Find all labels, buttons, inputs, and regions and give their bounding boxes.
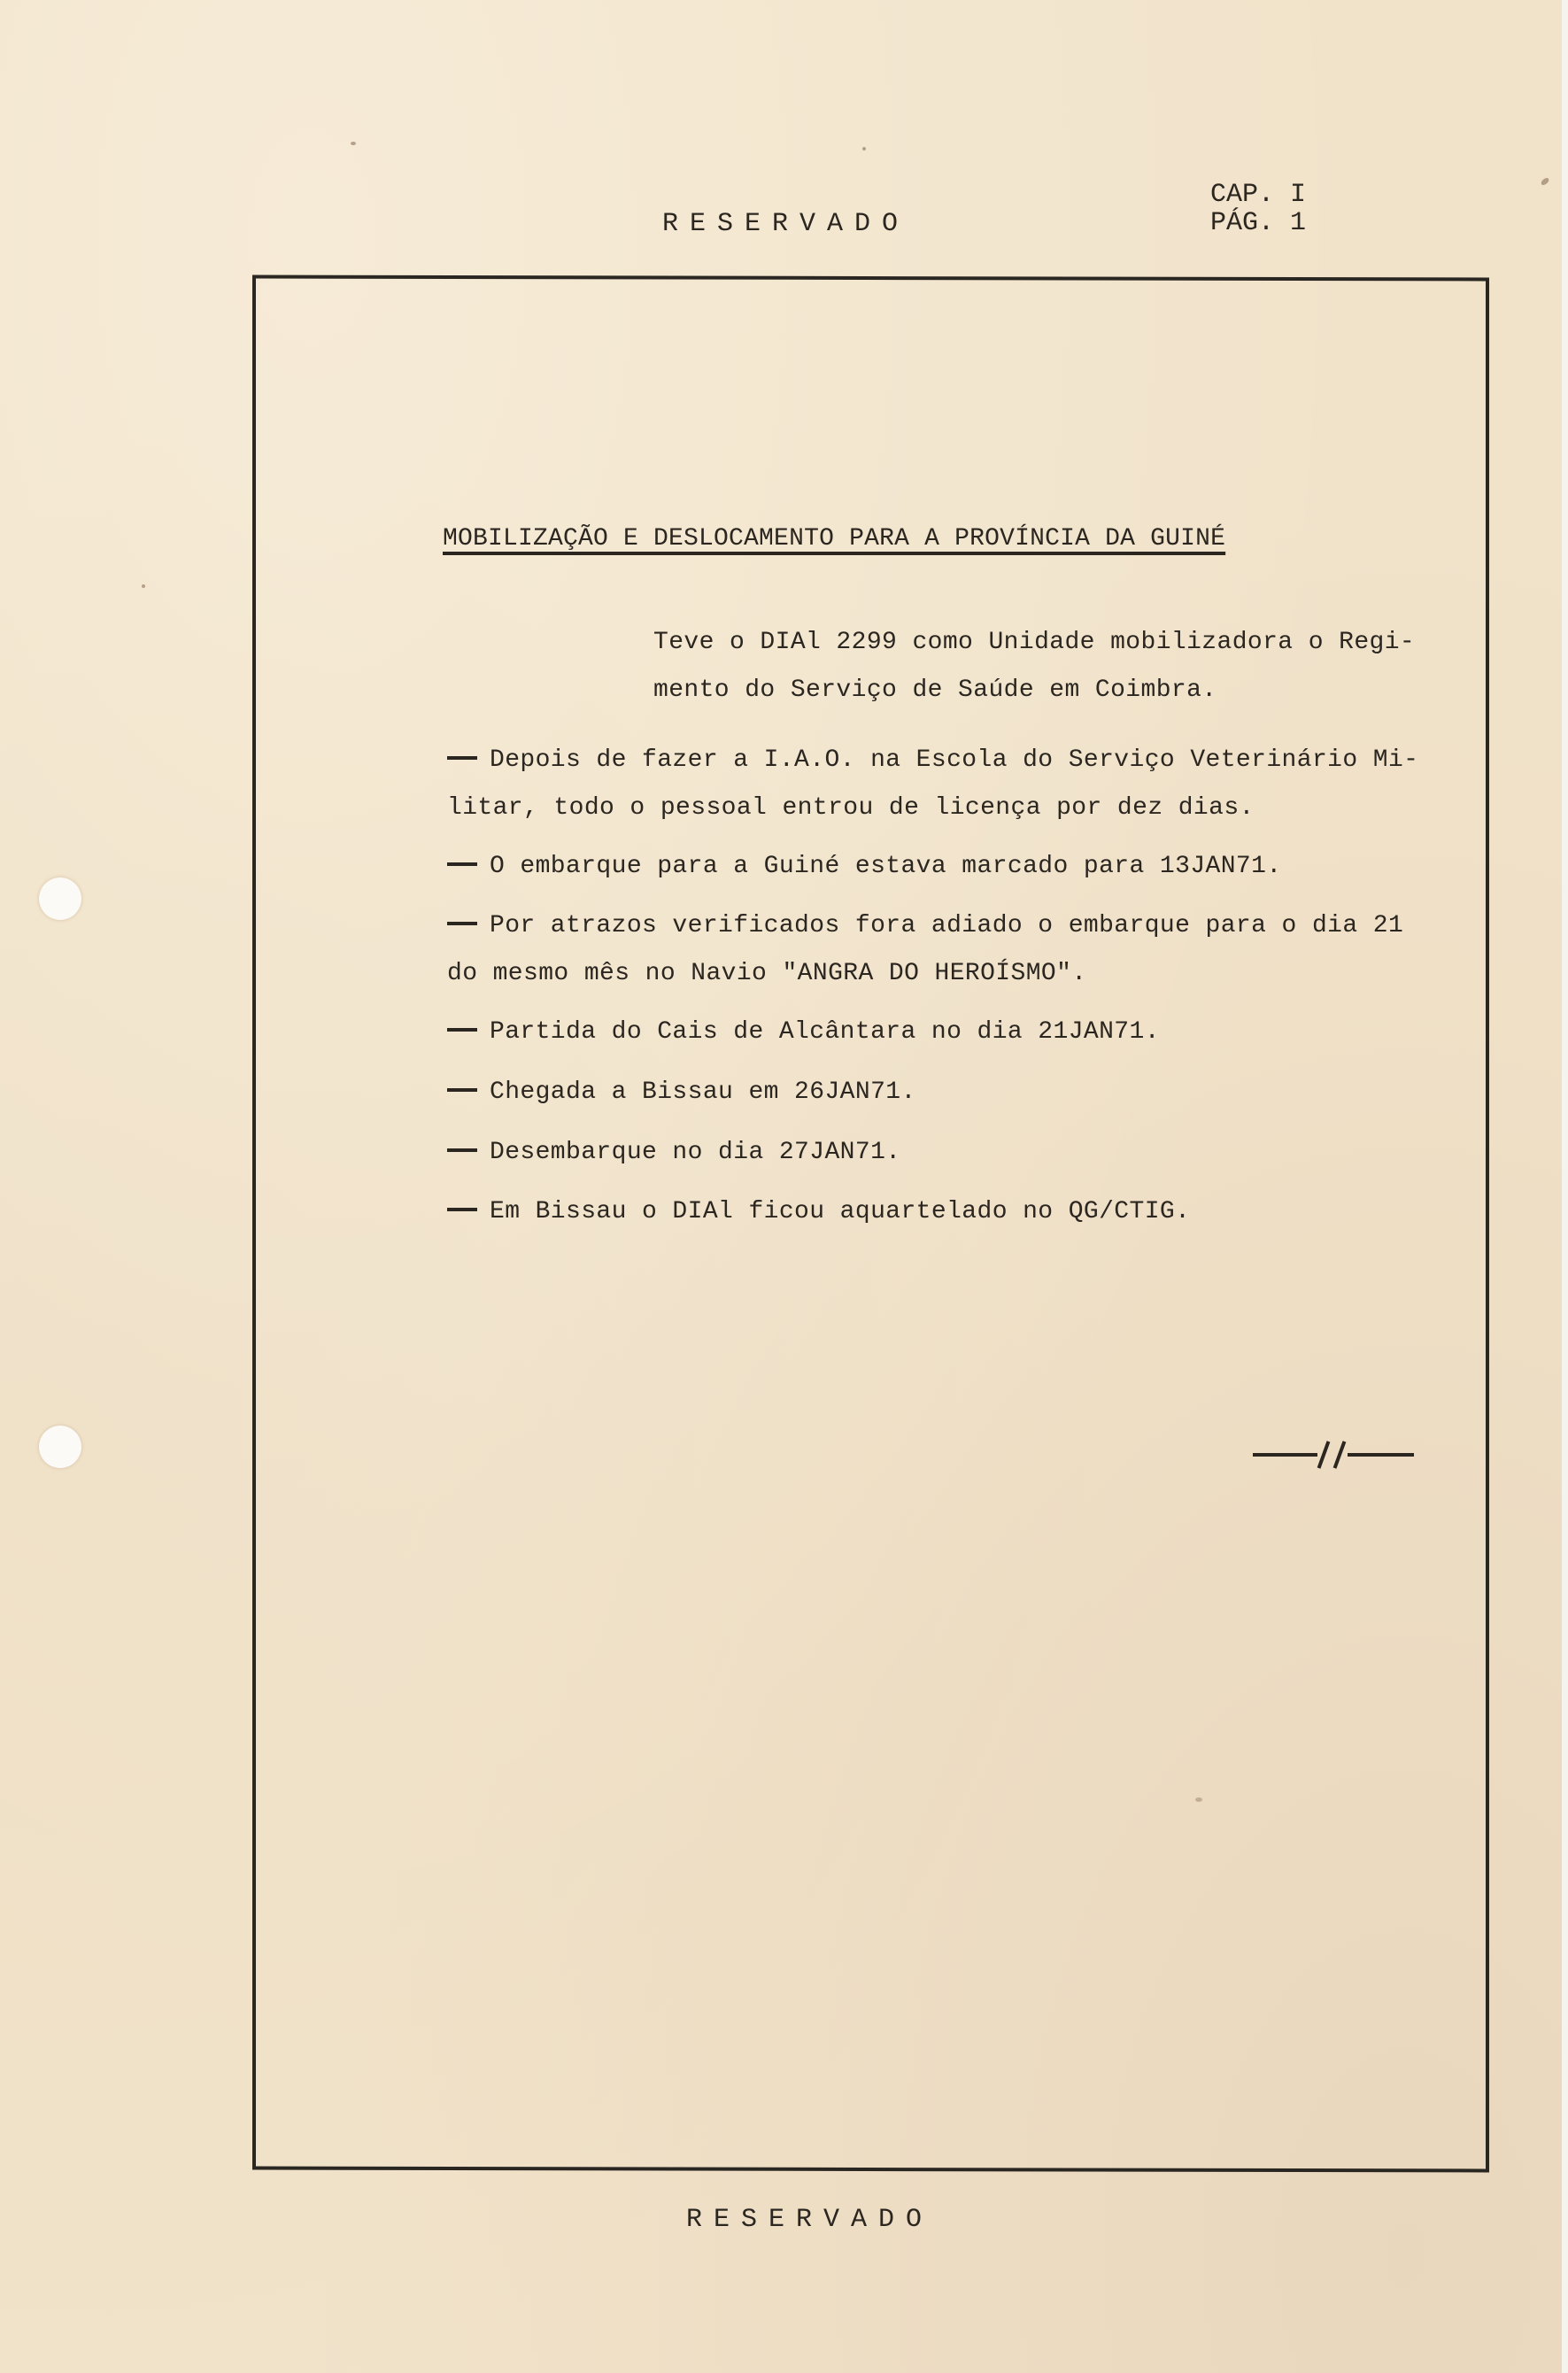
list-item <box>447 853 1282 880</box>
page-reference <box>1210 181 1306 237</box>
footer-classification: RESERVADO <box>686 2205 934 2235</box>
punch-hole-upper <box>39 877 81 920</box>
em-dash-bullet-icon <box>447 1028 477 1032</box>
scan-background-edge <box>1562 0 1568 2373</box>
list-item-continuation: litar, todo o pessoal entrou de licença por dez dias. <box>447 794 1255 822</box>
em-dash-bullet-icon <box>447 922 477 925</box>
list-item <box>447 1198 1190 1225</box>
paper-speck <box>351 142 356 145</box>
end-mark-right-line <box>1348 1453 1414 1457</box>
list-item <box>447 1018 1160 1046</box>
list-item-text: Partida do Cais de Alcântara no dia 21JAN71. <box>490 1018 1160 1046</box>
list-item-text: Em Bissau o DIAl ficou aquartelado no QG/CTIG. <box>490 1198 1191 1225</box>
paper-speck <box>862 147 866 151</box>
header-classification: RESERVADO <box>662 209 910 239</box>
intro-paragraph-line-2: mento do Serviço de Saúde em Coimbra. <box>653 676 1217 704</box>
intro-paragraph-line-1: Teve o DIAl 2299 como Unidade mobilizadora o Regi- <box>653 629 1416 656</box>
list-item-text: Por atrazos verificados fora adiado o embarque para o dia 21 <box>490 912 1404 939</box>
em-dash-bullet-icon <box>447 756 477 760</box>
list-item-text: Depois de fazer a I.A.O. na Escola do Serviço Veterinário Mi- <box>490 746 1419 774</box>
paper-speck <box>142 584 145 588</box>
punch-hole-lower <box>39 1426 81 1468</box>
end-of-section-mark <box>1253 1433 1417 1468</box>
page-number: PÁG. 1 <box>1210 208 1307 238</box>
list-item-text: O embarque para a Guiné estava marcado para 13JAN71. <box>490 853 1282 880</box>
document-title: MOBILIZAÇÃO E DESLOCAMENTO PARA A PROVÍNCIA DA GUINÉ <box>443 525 1226 553</box>
end-mark-left-line <box>1253 1453 1317 1457</box>
list-item <box>447 912 1403 939</box>
list-item-text: Chegada a Bissau em 26JAN71. <box>490 1078 916 1106</box>
list-item-continuation: do mesmo mês no Navio "ANGRA DO HEROÍSMO". <box>447 960 1087 987</box>
list-item <box>447 1078 916 1106</box>
em-dash-bullet-icon <box>447 1208 477 1211</box>
chapter-label: CAP. I <box>1210 180 1307 210</box>
em-dash-bullet-icon <box>447 1148 477 1152</box>
list-item-text: Desembarque no dia 27JAN71. <box>490 1139 901 1166</box>
list-item <box>447 1139 900 1166</box>
end-mark-slash <box>1317 1441 1331 1468</box>
list-item <box>447 746 1418 774</box>
em-dash-bullet-icon <box>447 862 477 866</box>
em-dash-bullet-icon <box>447 1088 477 1092</box>
end-mark-slash <box>1333 1441 1347 1468</box>
